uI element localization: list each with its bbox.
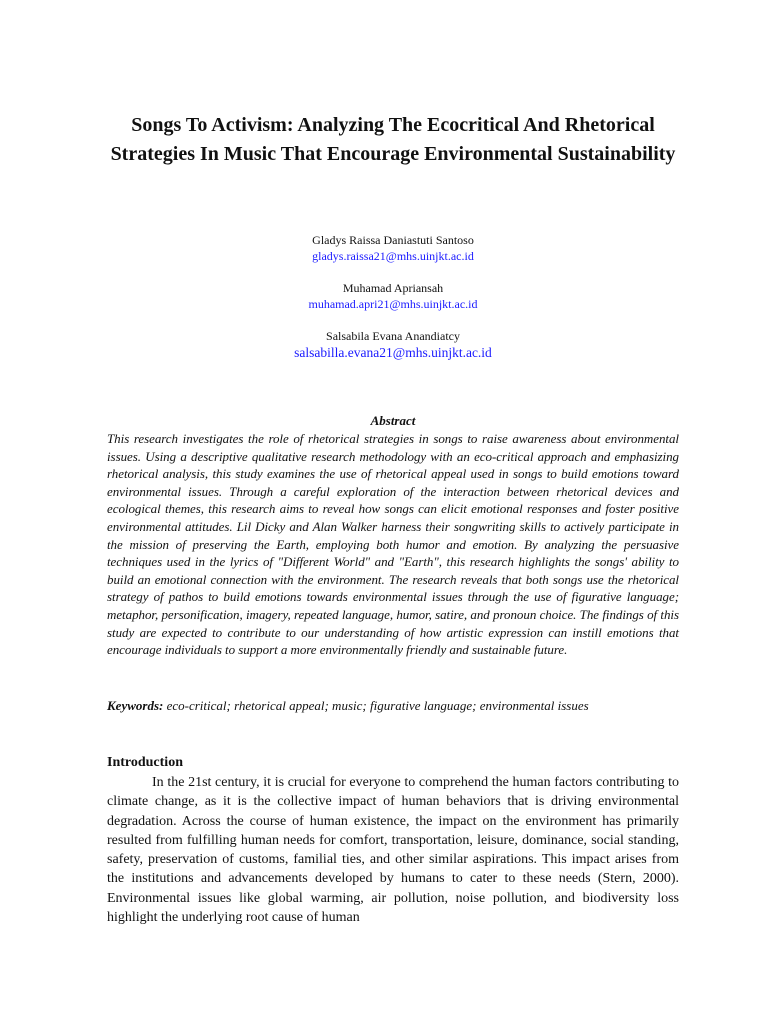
introduction-body: In the 21st century, it is crucial for everyone to comprehend the human factors contributing to climate change, as it is the collective impact of human behaviors that is driving environmental degradation. Across the course of human existence, the impact on the environment has primarily resulted from fulfilling human needs for comfort, transportation, leisure, dominance, social standing, safety, preservation of customs, familial ties, and other similar aspirations. This impact arises from the institutions and advancements developed by humans to cater to these needs (Stern, 2000). Environmental issues like global warming, air pollution, noise pollution, and biodiversity loss highlight the underlying root cause of human (107, 775, 679, 926)
author-email-link[interactable]: muhamad.apri21@mhs.uinjkt.ac.id (308, 297, 478, 311)
author-block (107, 280, 679, 312)
keywords-text: eco-critical; rhetorical appeal; music; figurative language; environmental issues (163, 698, 589, 713)
paper-title: Songs To Activism: Analyzing The Ecocritical And Rhetorical Strategies In Music That Encourage Environmental Sustainability (110, 114, 676, 165)
keywords-label: Keywords: (107, 698, 164, 713)
author-email-link[interactable]: gladys.raissa21@mhs.uinjkt.ac.id (312, 249, 474, 263)
author-list (107, 232, 679, 378)
author-block (107, 232, 679, 264)
keywords-line (107, 697, 679, 714)
author-email-link[interactable]: salsabilla.evana21@mhs.uinjkt.ac.id (294, 345, 492, 360)
author-block (107, 328, 679, 362)
author-name: Gladys Raissa Daniastuti Santoso (312, 233, 474, 247)
abstract-heading: Abstract (370, 413, 416, 428)
author-name: Muhamad Apriansah (342, 281, 444, 295)
introduction-heading: Introduction (107, 755, 183, 770)
author-name: Salsabila Evana Anandiatcy (326, 329, 460, 343)
abstract-body: This research investigates the role of rhetorical strategies in songs to raise awareness about environmental issues. Using a descriptive qualitative research methodology with an eco-critical approach and emphasizing rhetorical analysis, this study examines the use of rhetorical appeal used in songs to build emotions toward environmental issues. Through a careful exploration of the interaction between rhetorical devices and ecological themes, this research aims to reveal how songs can elicit emotional responses and foster positive environmental attitudes. Lil Dicky and Alan Walker harness their songwriting skills to actively participate in the mission of preserving the Earth, employing both humor and emotion. By analyzing the persuasive techniques used in the lyrics of "Different World" and "Earth", this research highlights the songs' ability to build an emotional connection with the environment. The research reveals that both songs use the rhetorical strategy of pathos to build emotions towards environmental issues through the use of figurative language; metaphor, personification, imagery, repeated language, humor, satire, and pronoun choice. The findings of this study are expected to contribute to our understanding of how artistic expression can instill emotions that encourage individuals to support a more environmentally friendly and sustainable future. (107, 431, 679, 658)
